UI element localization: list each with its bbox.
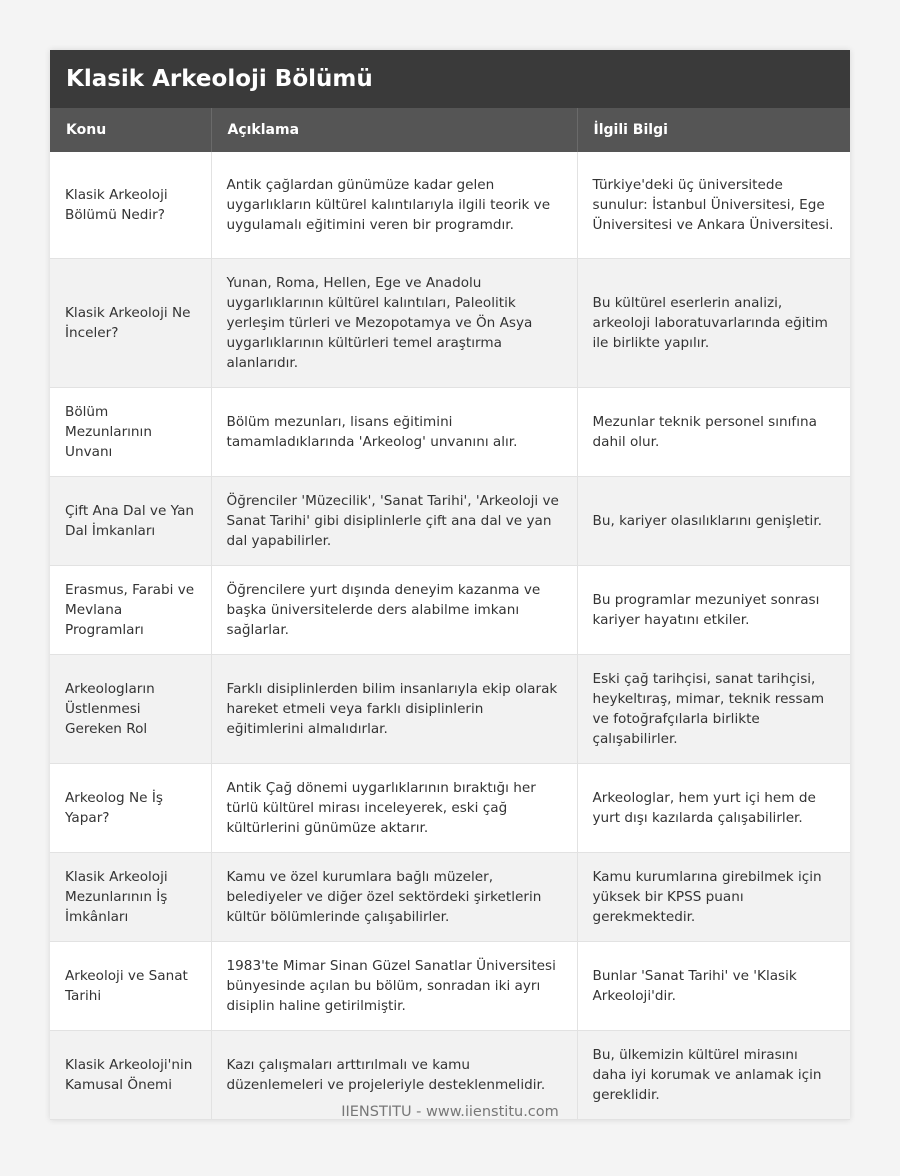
cell-aciklama: Öğrenciler 'Müzecilik', 'Sanat Tarihi', 'Arkeoloji ve Sanat Tarihi' gibi disiplinlerle çift ana dal ve yan dal yapabilirler. — [211, 476, 577, 565]
cell-ilgili-bilgi: Bunlar 'Sanat Tarihi' ve 'Klasik Arkeoloji'dir. — [577, 941, 850, 1030]
header-konu: Konu — [50, 108, 211, 152]
page-title: Klasik Arkeoloji Bölümü — [50, 50, 850, 108]
cell-aciklama: Antik Çağ dönemi uygarlıklarının bıraktığı her türlü kültürel mirası inceleyerek, eski çağ kültürlerini günümüze aktarır. — [211, 763, 577, 852]
cell-konu: Klasik Arkeoloji Mezunlarının İş İmkânları — [50, 852, 211, 941]
cell-ilgili-bilgi: Bu, kariyer olasılıklarını genişletir. — [577, 476, 850, 565]
cell-konu: Erasmus, Farabi ve Mevlana Programları — [50, 565, 211, 654]
cell-aciklama: 1983'te Mimar Sinan Güzel Sanatlar Üniversitesi bünyesinde açılan bu bölüm, sonradan iki ayrı disiplin haline getirilmiştir. — [211, 941, 577, 1030]
cell-ilgili-bilgi: Mezunlar teknik personel sınıfına dahil olur. — [577, 387, 850, 476]
header-ilgili-bilgi: İlgili Bilgi — [577, 108, 850, 152]
cell-ilgili-bilgi: Türkiye'deki üç üniversitede sunulur: İstanbul Üniversitesi, Ege Üniversitesi ve Ankara Üniversitesi. — [577, 152, 850, 258]
content-card — [50, 50, 850, 1120]
table-row — [50, 565, 850, 654]
cell-ilgili-bilgi: Bu kültürel eserlerin analizi, arkeoloji laboratuvarlarında eğitim ile birlikte yapılır. — [577, 258, 850, 387]
cell-konu: Çift Ana Dal ve Yan Dal İmkanları — [50, 476, 211, 565]
table-row — [50, 476, 850, 565]
cell-aciklama: Bölüm mezunları, lisans eğitimini tamamladıklarında 'Arkeolog' unvanını alır. — [211, 387, 577, 476]
cell-aciklama: Antik çağlardan günümüze kadar gelen uygarlıkların kültürel kalıntılarıyla ilgili teorik ve uygulamalı eğitimini veren bir programdır. — [211, 152, 577, 258]
footer-text: IIENSTITU - www.iienstitu.com — [341, 1104, 559, 1120]
cell-aciklama: Kamu ve özel kurumlara bağlı müzeler, belediyeler ve diğer özel sektördeki şirketlerin kültür bölümlerinde çalışabilirler. — [211, 852, 577, 941]
cell-konu: Arkeoloji ve Sanat Tarihi — [50, 941, 211, 1030]
table-header-row — [50, 108, 850, 152]
table-row — [50, 763, 850, 852]
cell-ilgili-bilgi: Bu programlar mezuniyet sonrası kariyer hayatını etkiler. — [577, 565, 850, 654]
table-row — [50, 152, 850, 258]
cell-aciklama: Farklı disiplinlerden bilim insanlarıyla ekip olarak hareket etmeli veya farklı disiplinlerin eğitimlerini almalıdırlar. — [211, 654, 577, 763]
table-row — [50, 852, 850, 941]
cell-aciklama: Yunan, Roma, Hellen, Ege ve Anadolu uygarlıklarının kültürel kalıntıları, Paleolitik yerleşim türleri ve Mezopotamya ve Ön Asya uygarlıklarının kültürleri temel araştırma alanlarıdır. — [211, 258, 577, 387]
table-row — [50, 654, 850, 763]
table-row — [50, 258, 850, 387]
cell-ilgili-bilgi: Eski çağ tarihçisi, sanat tarihçisi, heykeltıraş, mimar, teknik ressam ve fotoğrafçılarla birlikte çalışabilirler. — [577, 654, 850, 763]
header-aciklama: Açıklama — [211, 108, 577, 152]
cell-aciklama: Kazı çalışmaları arttırılmalı ve kamu düzenlemeleri ve projeleriyle desteklenmelidir. — [211, 1030, 577, 1119]
cell-konu: Klasik Arkeoloji'nin Kamusal Önemi — [50, 1030, 211, 1119]
cell-konu: Bölüm Mezunlarının Unvanı — [50, 387, 211, 476]
cell-konu: Klasik Arkeoloji Ne İnceler? — [50, 258, 211, 387]
info-table — [50, 108, 850, 1120]
cell-konu: Klasik Arkeoloji Bölümü Nedir? — [50, 152, 211, 258]
cell-ilgili-bilgi: Bu, ülkemizin kültürel mirasını daha iyi korumak ve anlamak için gereklidir. — [577, 1030, 850, 1119]
cell-konu: Arkeologların Üstlenmesi Gereken Rol — [50, 654, 211, 763]
table-row — [50, 941, 850, 1030]
cell-ilgili-bilgi: Arkeologlar, hem yurt içi hem de yurt dışı kazılarda çalışabilirler. — [577, 763, 850, 852]
cell-aciklama: Öğrencilere yurt dışında deneyim kazanma ve başka üniversitelerde ders alabilme imkanı sağlarlar. — [211, 565, 577, 654]
cell-konu: Arkeolog Ne İş Yapar? — [50, 763, 211, 852]
cell-ilgili-bilgi: Kamu kurumlarına girebilmek için yüksek bir KPSS puanı gerekmektedir. — [577, 852, 850, 941]
table-row — [50, 387, 850, 476]
